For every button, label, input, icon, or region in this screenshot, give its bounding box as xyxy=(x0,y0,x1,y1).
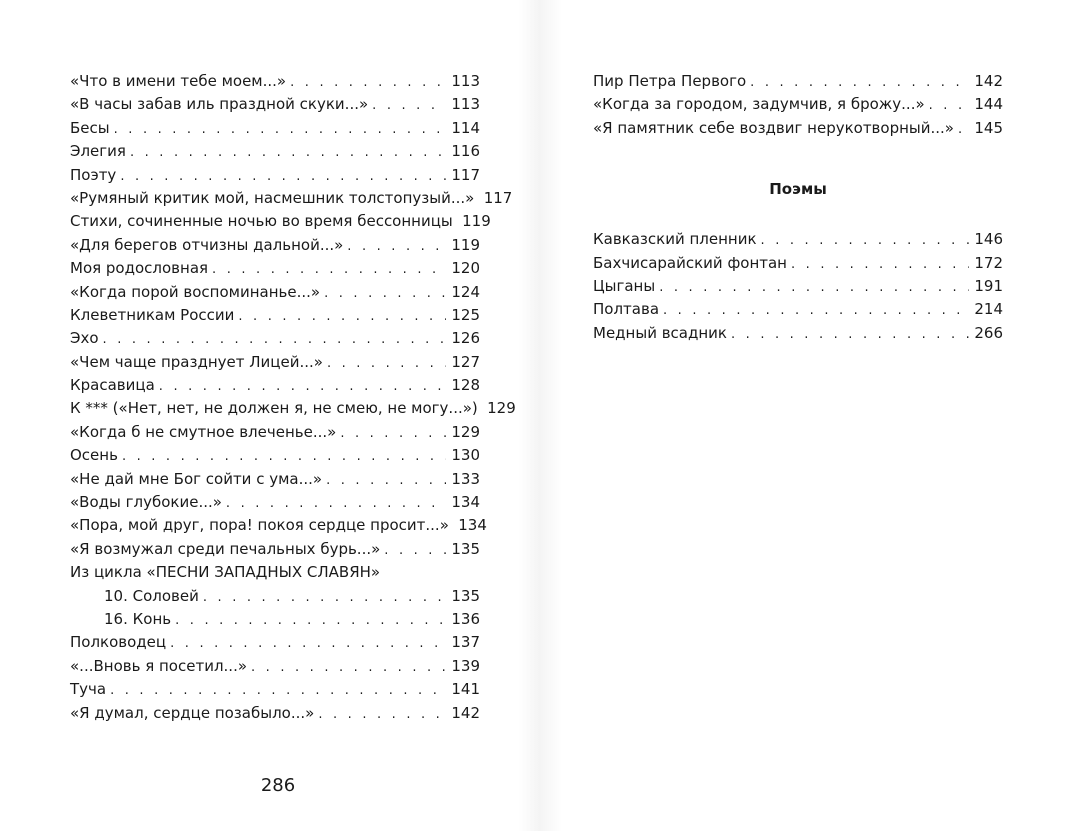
toc-entry-title: «Я памятник себе воздвиг нерукотворный...» xyxy=(593,118,954,137)
dot-leader xyxy=(731,323,969,346)
dot-leader xyxy=(122,445,446,468)
dot-leader xyxy=(251,656,446,679)
toc-entry-title: 16. Конь xyxy=(104,609,172,628)
toc-entry xyxy=(70,304,480,327)
toc-entry-page-number: 137 xyxy=(451,633,480,652)
toc-list-cycle xyxy=(70,585,480,632)
toc-entry xyxy=(70,678,480,701)
toc-entry xyxy=(593,252,1003,275)
toc-entry-title: 10. Соловей xyxy=(104,586,199,605)
toc-entry-page-number: 135 xyxy=(451,539,480,558)
toc-entry-page-number: 114 xyxy=(451,118,480,137)
toc-entry xyxy=(593,70,1003,93)
dot-leader xyxy=(120,165,446,188)
toc-entry-page-number: 145 xyxy=(974,118,1003,137)
dot-leader xyxy=(203,586,446,609)
toc-entry-title: «Когда за городом, задумчив, я брожу...» xyxy=(593,95,925,114)
toc-entry-page-number: 146 xyxy=(974,230,1003,249)
right-page xyxy=(593,70,1003,345)
toc-entry-page-number: 119 xyxy=(462,212,491,231)
toc-entry-page-number: 135 xyxy=(451,586,480,605)
toc-entry-page-number: 126 xyxy=(451,329,480,348)
toc-entry xyxy=(70,702,480,725)
dot-leader xyxy=(226,492,446,515)
toc-entry xyxy=(70,210,491,233)
dot-leader xyxy=(318,703,446,726)
toc-entry-title: Медный всадник xyxy=(593,323,727,342)
toc-entry-page-number: 125 xyxy=(451,305,480,324)
toc-entry-page-number: 124 xyxy=(451,282,480,301)
toc-entry-title: «Я думал, сердце позабыло...» xyxy=(70,703,315,722)
dot-leader xyxy=(103,328,446,351)
toc-entry xyxy=(593,275,1003,298)
dot-leader xyxy=(327,352,446,375)
toc-entry-title: Бахчисарайский фонтан xyxy=(593,253,787,272)
toc-entry-page-number: 116 xyxy=(451,142,480,161)
toc-list-left xyxy=(70,70,516,561)
toc-entry-title: Туча xyxy=(70,680,107,699)
toc-entry-title: «Для берегов отчизны дальной...» xyxy=(70,235,344,254)
dot-leader xyxy=(170,632,446,655)
toc-entry xyxy=(70,351,480,374)
toc-entry-title: Пир Петра Первого xyxy=(593,72,747,90)
toc-entry-title: «Что в имени тебе моем...» xyxy=(70,72,287,90)
toc-entry xyxy=(70,164,480,187)
toc-entry-page-number: 127 xyxy=(451,352,480,371)
dot-leader xyxy=(110,679,446,702)
toc-entry-title: «Чем чаще празднует Лицей...» xyxy=(70,352,323,371)
dot-leader xyxy=(114,118,446,141)
toc-entry xyxy=(70,374,480,397)
toc-entry-title: «Когда порой воспоминанье...» xyxy=(70,282,321,301)
toc-entry-page-number: 134 xyxy=(458,516,487,535)
toc-entry xyxy=(70,421,480,444)
cycle-heading: Из цикла «ПЕСНИ ЗАПАДНЫХ СЛАВЯН» xyxy=(70,563,381,582)
toc-list-left-continued xyxy=(70,631,480,725)
dot-leader xyxy=(750,71,969,94)
toc-entry-title: «Я возмужал среди печальных бурь...» xyxy=(70,539,381,558)
dot-leader xyxy=(347,235,446,258)
toc-entry xyxy=(70,468,480,491)
toc-entry-page-number: 120 xyxy=(451,259,480,278)
toc-entry-page-number: 113 xyxy=(451,72,480,90)
toc-entry xyxy=(70,281,480,304)
toc-entry xyxy=(593,117,1003,140)
toc-entry-page-number: 133 xyxy=(451,469,480,488)
toc-entry xyxy=(70,234,480,257)
section-title-poems: Поэмы xyxy=(769,180,827,199)
toc-entry-title: «Когда б не смутное влеченье...» xyxy=(70,422,337,441)
toc-entry-title: «...Вновь я посетил...» xyxy=(70,656,248,675)
toc-entry xyxy=(70,117,480,140)
dot-leader xyxy=(326,469,446,492)
toc-entry-title: Цыганы xyxy=(593,276,656,295)
dot-leader xyxy=(324,282,446,305)
toc-entry-page-number: 129 xyxy=(451,422,480,441)
page-number: 286 xyxy=(260,775,296,796)
toc-entry-title: Клеветникам России xyxy=(70,305,235,324)
toc-entry-title: «Воды глубокие...» xyxy=(70,493,222,512)
dot-leader xyxy=(130,141,446,164)
dot-leader xyxy=(659,276,969,299)
toc-entry-page-number: 144 xyxy=(974,95,1003,114)
toc-entry xyxy=(593,298,1003,321)
toc-entry xyxy=(70,327,480,350)
toc-entry-page-number: 142 xyxy=(974,72,1003,90)
toc-entry-page-number: 134 xyxy=(451,493,480,512)
toc-entry xyxy=(70,538,480,561)
toc-entry xyxy=(70,608,480,631)
toc-entry-title: Элегия xyxy=(70,142,126,161)
toc-entry-page-number: 113 xyxy=(451,95,480,114)
toc-entry-page-number: 130 xyxy=(451,446,480,465)
toc-entry-title: «Не дай мне Бог сойти с ума...» xyxy=(70,469,323,488)
dot-leader xyxy=(340,422,446,445)
toc-entry-page-number: 129 xyxy=(487,399,516,418)
toc-entry-title: Моя родословная xyxy=(70,259,209,278)
toc-entry-title: Красавица xyxy=(70,376,155,395)
toc-entry-title: «Пора, мой друг, пора! покоя сердце просит...» xyxy=(70,516,449,535)
toc-entry xyxy=(70,655,480,678)
dot-leader xyxy=(159,375,446,398)
toc-entry-title: «В часы забав иль праздной скуки...» xyxy=(70,95,369,114)
toc-entry xyxy=(70,631,480,654)
toc-entry xyxy=(70,70,480,93)
toc-entry-title: Полководец xyxy=(70,633,167,652)
toc-entry-page-number: 142 xyxy=(451,703,480,722)
dot-leader xyxy=(761,229,969,252)
toc-list-poems xyxy=(593,228,1003,345)
toc-entry-title: Кавказский пленник xyxy=(593,230,757,249)
dot-leader xyxy=(384,539,446,562)
toc-entry xyxy=(593,322,1003,345)
toc-entry-title: Поэту xyxy=(70,165,117,184)
toc-entry-page-number: 119 xyxy=(451,235,480,254)
dot-leader xyxy=(372,94,446,117)
toc-entry-page-number: 172 xyxy=(974,253,1003,272)
dot-leader xyxy=(290,71,446,94)
dot-leader xyxy=(929,94,969,117)
toc-entry-title: Осень xyxy=(70,446,118,465)
toc-entry-title: «Румяный критик мой, насмешник толстопузый...» xyxy=(70,188,475,207)
dot-leader xyxy=(175,609,446,632)
toc-entry xyxy=(70,585,480,608)
toc-entry-page-number: 214 xyxy=(974,300,1003,319)
toc-entry xyxy=(70,397,516,420)
dot-leader xyxy=(663,299,969,322)
toc-entry-title: К *** («Нет, нет, не должен я, не смею, не могу...») xyxy=(70,399,478,418)
dot-leader xyxy=(238,305,446,328)
toc-entry-page-number: 191 xyxy=(974,276,1003,295)
toc-entry xyxy=(70,140,480,163)
toc-entry-title: Стихи, сочиненные ночью во время бессонницы xyxy=(70,212,453,231)
toc-entry-page-number: 117 xyxy=(483,188,513,207)
toc-entry-page-number: 141 xyxy=(451,680,480,699)
toc-entry xyxy=(593,228,1003,251)
toc-entry xyxy=(70,93,480,116)
toc-entry xyxy=(70,491,480,514)
toc-entry xyxy=(593,93,1003,116)
toc-entry-page-number: 128 xyxy=(451,376,480,395)
toc-entry-page-number: 117 xyxy=(451,165,480,184)
toc-entry xyxy=(70,187,513,210)
toc-entry xyxy=(70,257,480,280)
toc-entry-page-number: 136 xyxy=(451,609,480,628)
dot-leader xyxy=(212,258,446,281)
toc-entry-page-number: 266 xyxy=(974,323,1003,342)
toc-entry-page-number: 139 xyxy=(451,656,480,675)
left-page xyxy=(70,70,516,725)
toc-entry-title: Полтава xyxy=(593,300,660,319)
toc-entry xyxy=(70,514,487,537)
dot-leader xyxy=(791,253,969,276)
toc-entry-title: Бесы xyxy=(70,118,110,137)
dot-leader xyxy=(958,118,969,141)
toc-list-right xyxy=(593,70,1003,140)
toc-entry-title: Эхо xyxy=(70,329,99,348)
toc-entry xyxy=(70,444,480,467)
